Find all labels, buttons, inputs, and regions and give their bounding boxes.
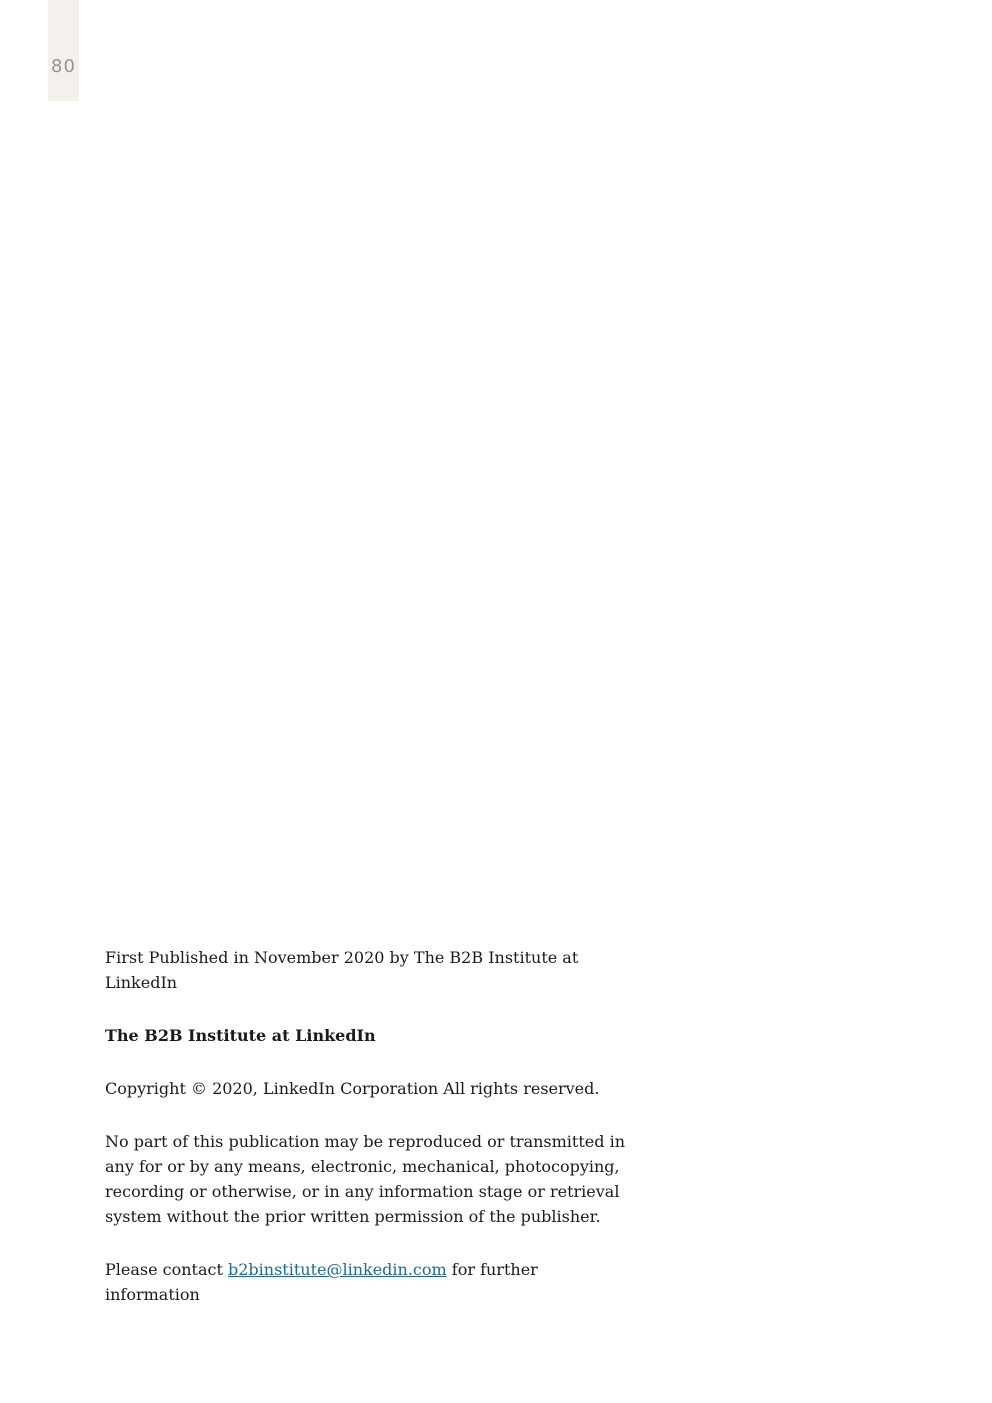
colophon <box>105 945 635 1335</box>
contact-suffix: for further information <box>105 1260 538 1304</box>
contact-email-link[interactable]: b2binstitute@linkedin.com <box>228 1260 447 1279</box>
page-number: 80 <box>51 56 76 77</box>
page-number-tab <box>48 0 79 101</box>
contact-line <box>105 1257 635 1307</box>
rights-notice: No part of this publication may be reproduced or transmitted in any for or by any means, electronic, mechanical, photocopying, recording or otherwise, or in any information stage or retrieval system without the prior written permission of the publisher. <box>105 1132 625 1226</box>
contact-prefix: Please contact <box>105 1260 228 1279</box>
organization-name: The B2B Institute at LinkedIn <box>105 1026 376 1045</box>
copyright-line: Copyright © 2020, LinkedIn Corporation All rights reserved. <box>105 1079 600 1098</box>
first-published-line: First Published in November 2020 by The B2B Institute at LinkedIn <box>105 948 579 992</box>
